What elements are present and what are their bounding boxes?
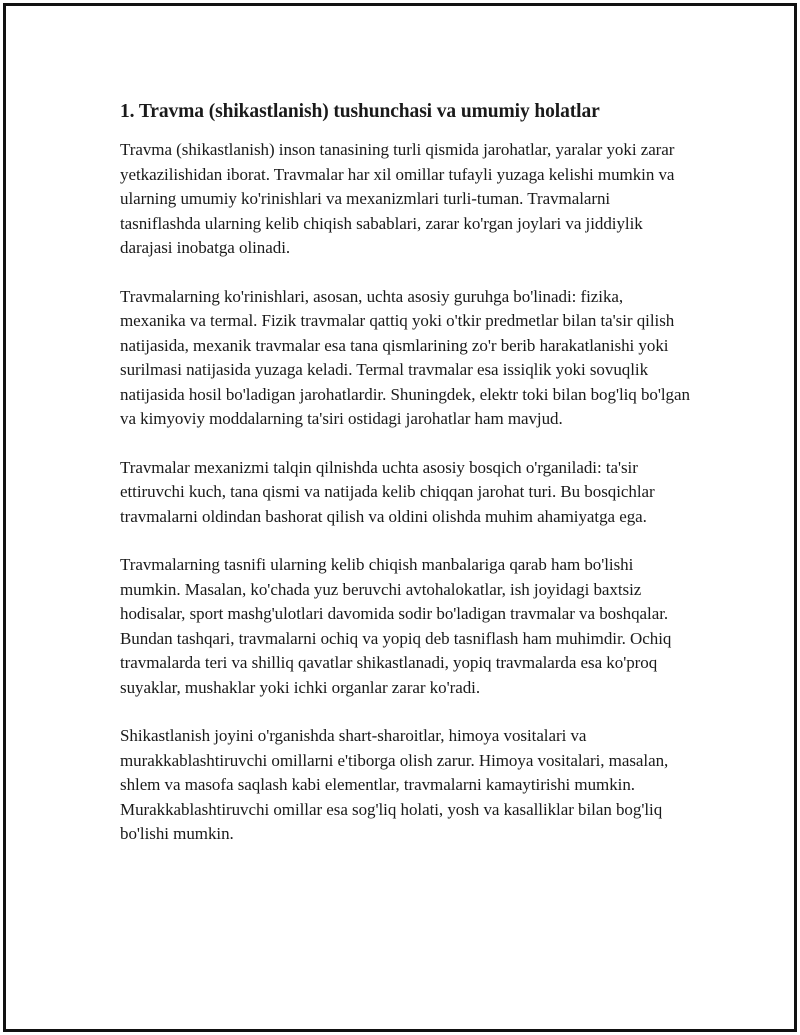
document-body — [120, 99, 692, 871]
paragraph-3: Travmalar mexanizmi talqin qilnishda uchta asosiy bosqich o'rganiladi: ta'sir ettiruvchi kuch, tana qismi va natijada kelib chiqqan jarohat turi. Bu bosqichlar travmalarni oldindan bashorat qilish va oldini olishda muhim ahamiyatga ega. — [120, 457, 655, 526]
page-frame — [3, 3, 797, 1032]
paragraph-1: Travma (shikastlanish) inson tanasining turli qismida jarohatlar, yaralar yoki zarar yetkazilishidan iborat. Travmalar har xil omillar tufayli yuzaga kelishi mumkin va ularning umumiy ko'rinishlari va mexanizmlari turli-tuman. Travmalarni tasniflashda ularning kelib chiqish sabablari, zarar ko'rgan joylari va jiddiylik darajasi inobatga olinadi. — [120, 140, 675, 257]
paragraph-2: Travmalarning ko'rinishlari, asosan, uchta asosiy guruhga bo'linadi: fizika, mexanika va termal. Fizik travmalar qattiq yoki o'tkir predmetlar bilan ta'sir qilish natijasida, mexanik travmalar esa tana qismlarining zo'r berib harakatlanishi yoki surilmasi natijasida yuzaga keladi. Termal travmalar esa issiqlik yoki sovuqlik natijasida hosil bo'ladigan jarohatlardir. Shuningdek, elektr toki bilan bog'liq bo'lgan va kimyoviy moddalarning ta'siri ostidagi jarohatlar ham mavjud. — [120, 286, 690, 428]
section-heading: 1. Travma (shikastlanish) tushunchasi va umumiy holatlar — [120, 101, 600, 122]
paragraph-5: Shikastlanish joyini o'rganishda shart-sharoitlar, himoya vositalari va murakkablashtiruvchi omillarni e'tiborga olish zarur. Himoya vositalari, masalan, shlem va masofa saqlash kabi elementlar, travmalarni kamaytirishi mumkin. Murakkablashtiruvchi omillar esa sog'liq holati, yosh va kasalliklar bilan bog'liq bo'lishi mumkin. — [120, 726, 669, 843]
paragraph-4: Travmalarning tasnifi ularning kelib chiqish manbalariga qarab ham bo'lishi mumkin. Masalan, ko'chada yuz beruvchi avtohalokatlar, ish joyidagi baxtsiz hodisalar, sport mashg'ulotlari davomida sodir bo'ladigan travmalar va boshqalar. Bundan tashqari, travmalarni ochiq va yopiq deb tasniflash ham muhimdir. Ochiq travmalarda teri va shilliq qavatlar shikastlanadi, yopiq travmalarda esa ko'proq suyaklar, mushaklar yoki ichki organlar zarar ko'radi. — [120, 555, 672, 697]
